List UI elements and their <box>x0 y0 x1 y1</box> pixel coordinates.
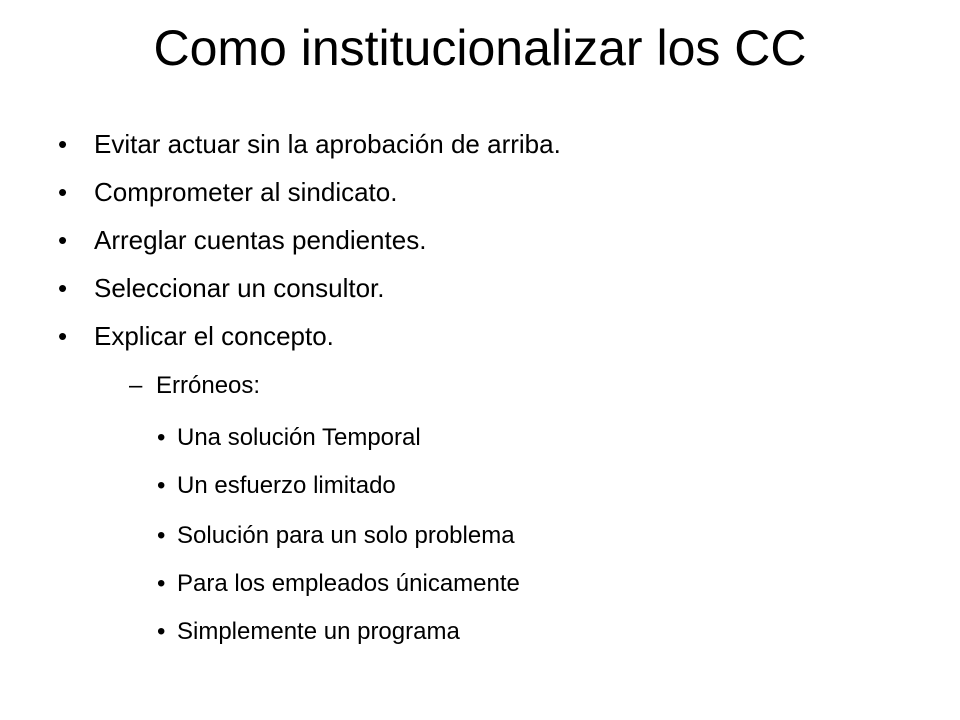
bullet-marker: • <box>157 522 166 549</box>
bullet-item <box>58 124 561 164</box>
bullet-marker: • <box>157 472 166 499</box>
slide-title: Como institucionalizar los CC <box>153 20 807 76</box>
subheading-item <box>129 366 260 406</box>
bullet-text: Arreglar cuentas pendientes. <box>94 225 427 255</box>
bullet-text: Explicar el concepto. <box>94 321 334 351</box>
bullet-marker: • <box>58 177 68 207</box>
sub-bullet-item <box>157 612 460 652</box>
sub-bullet-item <box>157 564 520 604</box>
bullet-marker: • <box>157 618 166 645</box>
sub-bullet-item <box>157 516 515 556</box>
bullet-marker: • <box>58 129 68 159</box>
bullet-marker: • <box>58 273 68 303</box>
sub-bullet-text: Para los empleados únicamente <box>177 570 520 597</box>
bullet-text: Comprometer al sindicato. <box>94 177 398 207</box>
bullet-item <box>58 316 334 356</box>
sub-bullet-item <box>157 418 421 458</box>
bullet-text: Evitar actuar sin la aprobación de arriba. <box>94 129 561 159</box>
bullet-marker: • <box>58 225 68 255</box>
bullet-marker: • <box>157 424 166 451</box>
sub-bullet-text: Simplemente un programa <box>177 618 460 645</box>
sub-bullet-item <box>157 466 396 506</box>
bullet-marker: • <box>58 321 68 351</box>
bullet-item <box>58 172 397 212</box>
bullet-marker: • <box>157 570 166 597</box>
sub-bullet-text: Solución para un solo problema <box>177 522 515 549</box>
bullet-item <box>58 268 385 308</box>
sub-bullet-text: Un esfuerzo limitado <box>177 472 396 499</box>
bullet-text: Seleccionar un consultor. <box>94 273 385 303</box>
sub-bullet-text: Una solución Temporal <box>177 424 421 451</box>
bullet-item <box>58 220 426 260</box>
dash-marker: – <box>129 372 143 399</box>
subheading-text: Erróneos: <box>156 372 261 399</box>
